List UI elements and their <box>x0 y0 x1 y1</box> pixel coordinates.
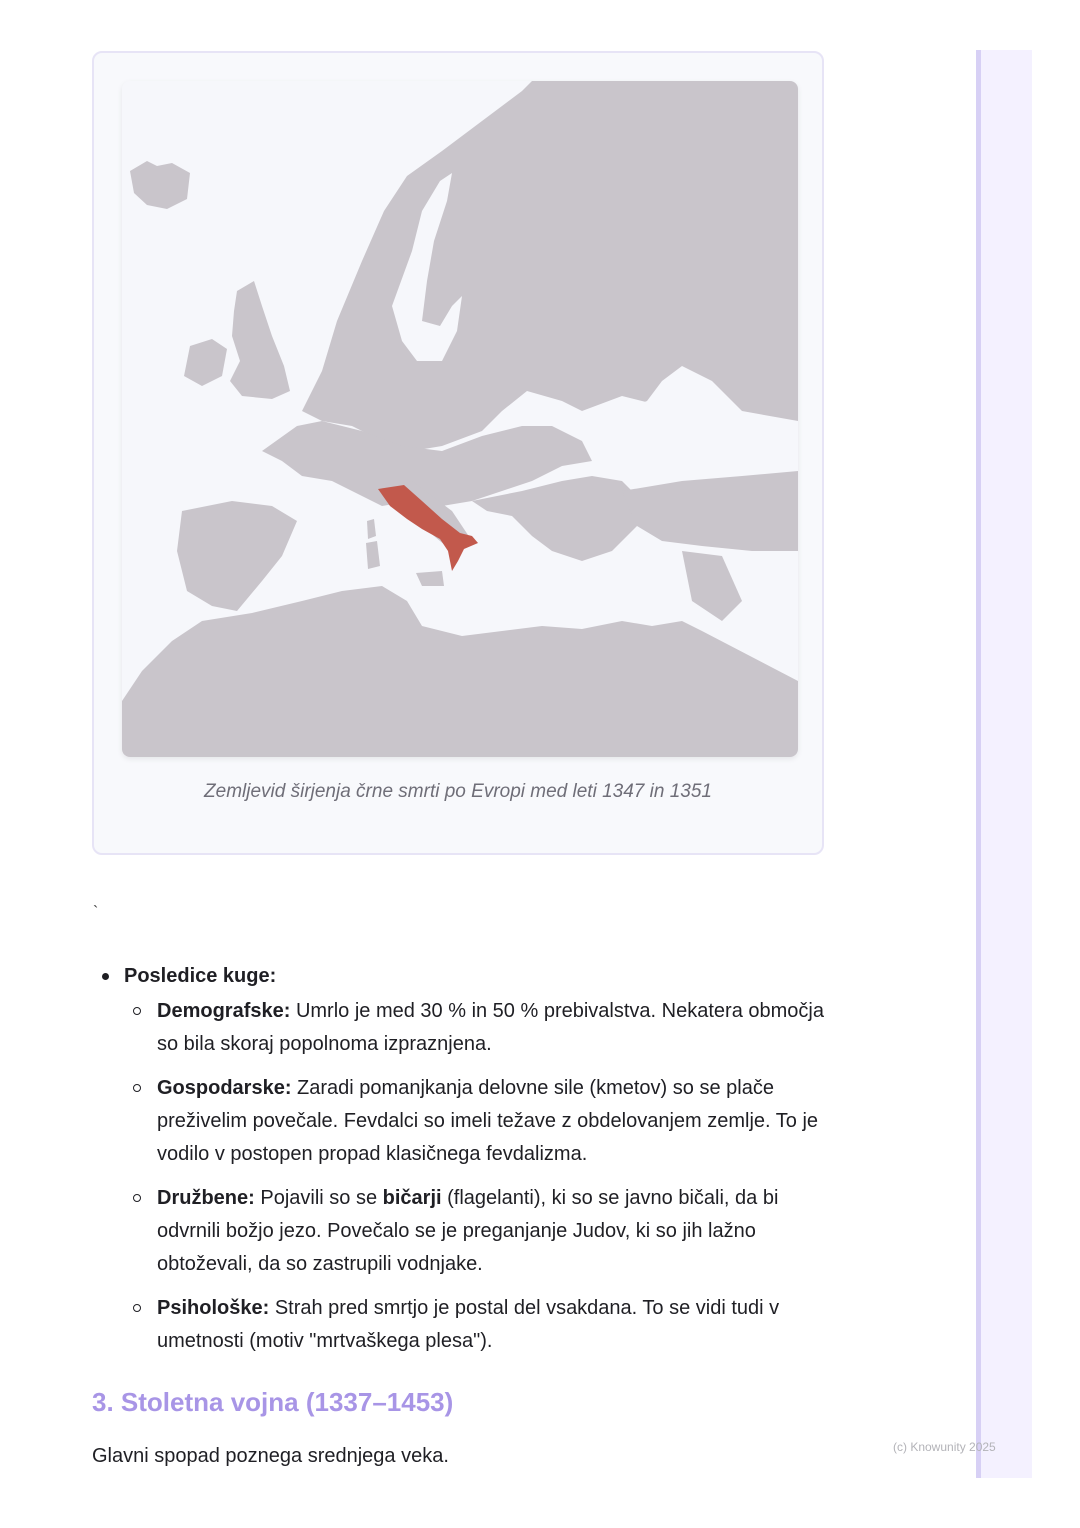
list-item-druzbene <box>92 1182 832 1281</box>
item-text: Pojavili so se <box>254 1187 383 1209</box>
consequences-list <box>92 960 832 1369</box>
sub-list <box>92 995 832 1358</box>
section-heading: 3. Stoletna vojna (1337–1453) <box>92 1387 454 1417</box>
map-graphic <box>122 81 798 757</box>
item-label: Psihološke: <box>157 1297 270 1319</box>
list-title: Posledice kuge: <box>92 960 832 993</box>
item-label: Demografske: <box>157 1000 291 1022</box>
item-label: Družbene: <box>157 1187 255 1209</box>
list-item-demografske <box>92 995 832 1061</box>
item-label: Gospodarske: <box>157 1077 292 1099</box>
side-panel <box>976 50 1032 1478</box>
section-paragraph: Glavni spopad poznega srednjega veka. <box>92 1445 449 1467</box>
item-bold-term: bičarji <box>382 1187 442 1209</box>
item-text: (flagelanti), ki so se javno bičali, da bi odvrnili božjo jezo. Povečalo se je preganjanje Judov, ki so jih lažno obtoževali, da so zastrupili vodnjake. <box>157 1187 779 1275</box>
list-item-gospodarske <box>92 1072 832 1171</box>
stray-backtick: ` <box>93 904 99 921</box>
map-caption: Zemljevid širjenja črne smrti po Evropi med leti 1347 in 1351 <box>204 781 712 802</box>
item-text: Strah pred smrtjo je postal del vsakdana. To se vidi tudi v umetnosti (motiv "mrtvaškega plesa"). <box>157 1297 780 1352</box>
item-text: Zaradi pomanjkanja delovne sile (kmetov) so se plače preživelim povečale. Fevdalci so imeli težave z obdelovanjem zemlje. To je vodilo v postopen propad klasičnega fevdalizma. <box>157 1077 819 1165</box>
list-item-psiholoske <box>92 1292 832 1358</box>
europe-map <box>122 81 798 757</box>
item-text: Umrlo je med 30 % in 50 % prebivalstva. Nekatera območja so bila skoraj popolnoma izpraznjena. <box>157 1000 824 1055</box>
watermark: (c) Knowunity 2025 <box>893 1440 996 1454</box>
map-figure <box>92 51 824 855</box>
